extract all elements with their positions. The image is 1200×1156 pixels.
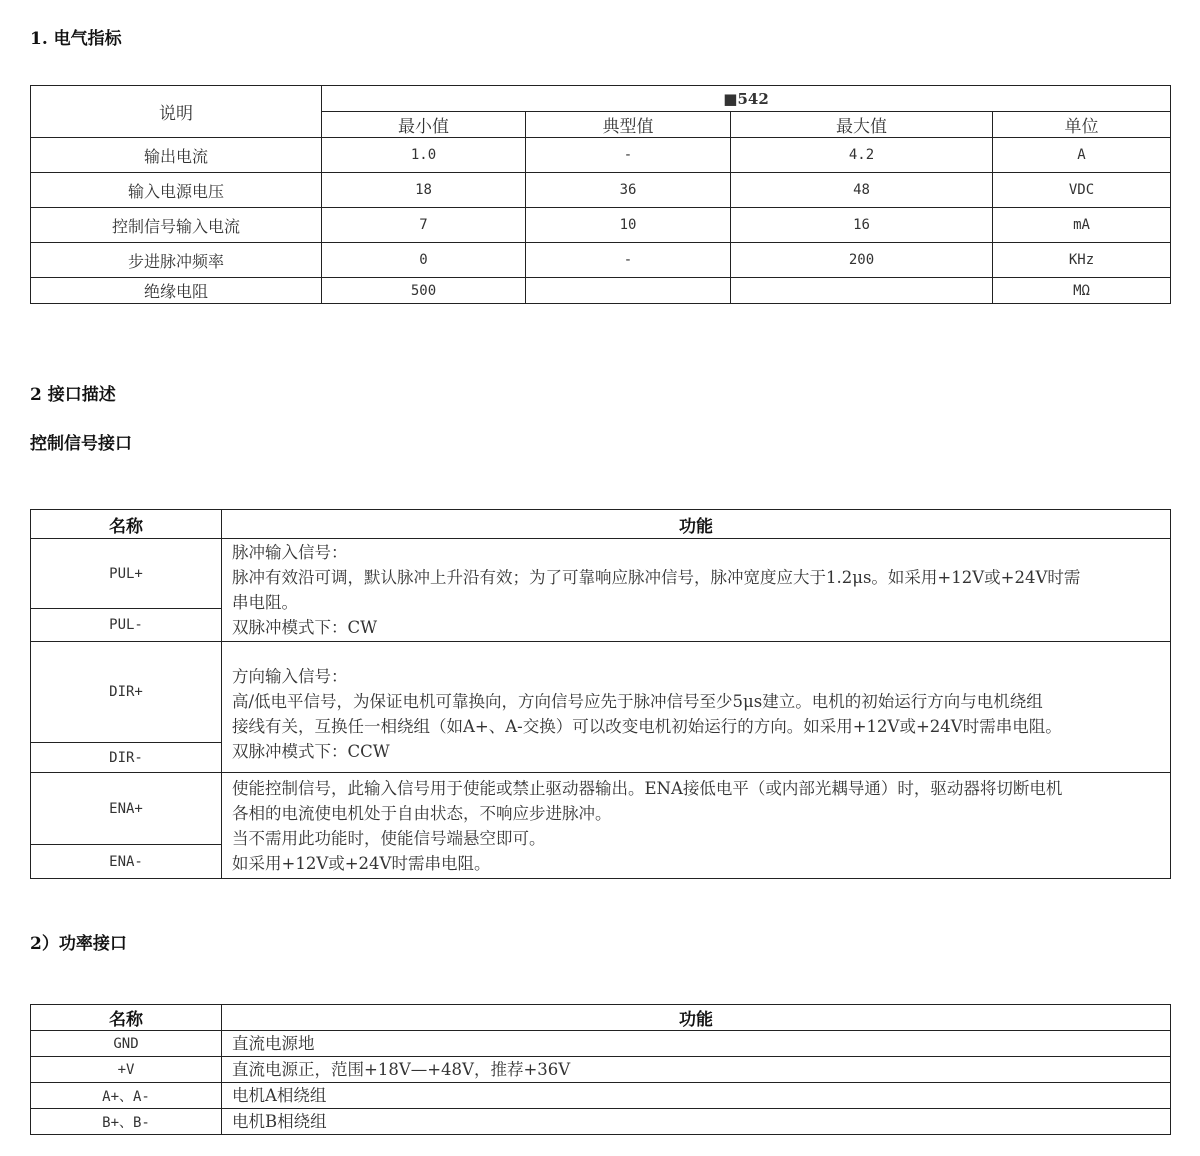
signal-name: ENA+ <box>31 773 222 845</box>
spec-unit: A <box>993 138 1171 173</box>
pin-name: B+、B- <box>31 1109 222 1135</box>
table-row <box>31 1031 1171 1057</box>
table-row <box>31 1109 1171 1135</box>
spec-min: 500 <box>322 278 526 304</box>
signal-description: 脉冲输入信号： 脉冲有效沿可调，默认脉冲上升沿有效；为了可靠响应脉冲信号，脉冲宽度应大于1.2μs。如采用+12V或+24V时需 串电阻。 双脉冲模式下：CW <box>222 539 1171 642</box>
pin-name: +V <box>31 1057 222 1083</box>
control-signal-table <box>30 509 1171 879</box>
signal-name: PUL+ <box>31 539 222 609</box>
spec-col-header: 典型值 <box>526 112 731 138</box>
table-row <box>31 642 1171 743</box>
power-interface-table <box>30 1004 1171 1135</box>
spec-table <box>30 85 1171 304</box>
table-row <box>31 278 1171 304</box>
spec-label: 输出电流 <box>31 138 322 173</box>
pin-function: 电机B相绕组 <box>222 1109 1171 1135</box>
spec-label: 输入电源电压 <box>31 173 322 208</box>
spec-label: 绝缘电阻 <box>31 278 322 304</box>
signal-description: 方向输入信号： 高/低电平信号，为保证电机可靠换向，方向信号应先于脉冲信号至少5μs建立。电机的初始运行方向与电机绕组 接线有关，互换任一相绕组（如A+、A-交换）可以改变电机初始运行的方向。如采用+12V或+24V时需串电阻。 双脉冲模式下：CCW <box>222 642 1171 773</box>
table-row <box>31 773 1171 845</box>
spec-typ: - <box>526 138 731 173</box>
spec-unit: VDC <box>993 173 1171 208</box>
function-header: 功能 <box>222 510 1171 539</box>
function-header: 功能 <box>222 1005 1171 1031</box>
spec-col-header: 单位 <box>993 112 1171 138</box>
name-header: 名称 <box>31 1005 222 1031</box>
table-row <box>31 539 1171 609</box>
pin-name: GND <box>31 1031 222 1057</box>
spec-label: 步进脉冲频率 <box>31 243 322 278</box>
section-title-power-interface: 2）功率接口 <box>30 934 127 954</box>
spec-typ: - <box>526 243 731 278</box>
signal-name: PUL- <box>31 609 222 642</box>
spec-max <box>731 278 993 304</box>
spec-unit: MΩ <box>993 278 1171 304</box>
spec-min: 18 <box>322 173 526 208</box>
spec-col-header: 最小值 <box>322 112 526 138</box>
table-row <box>31 1083 1171 1109</box>
spec-desc-header: 说明 <box>31 86 322 138</box>
table-row <box>31 1057 1171 1083</box>
spec-typ: 36 <box>526 173 731 208</box>
pin-function: 直流电源地 <box>222 1031 1171 1057</box>
spec-col-header: 最大值 <box>731 112 993 138</box>
signal-name: ENA- <box>31 845 222 879</box>
pin-function: 电机A相绕组 <box>222 1083 1171 1109</box>
signal-description: 使能控制信号，此输入信号用于使能或禁止驱动器输出。ENA接低电平（或内部光耦导通）时，驱动器将切断电机 各相的电流使电机处于自由状态，不响应步进脉冲。 当不需用此功能时，使能信号端悬空即可。 如采用+12V或+24V时需串电阻。 <box>222 773 1171 879</box>
name-header: 名称 <box>31 510 222 539</box>
spec-typ <box>526 278 731 304</box>
spec-model-header: ■542 <box>322 86 1171 112</box>
pin-function: 直流电源正，范围+18V—+48V，推荐+36V <box>222 1057 1171 1083</box>
spec-max: 16 <box>731 208 993 243</box>
spec-min: 1.0 <box>322 138 526 173</box>
table-row <box>31 243 1171 278</box>
section-title-control-signal: 控制信号接口 <box>30 434 132 454</box>
table-row <box>31 173 1171 208</box>
spec-label: 控制信号输入电流 <box>31 208 322 243</box>
spec-min: 0 <box>322 243 526 278</box>
signal-name: DIR+ <box>31 642 222 743</box>
signal-name: DIR- <box>31 743 222 773</box>
table-row <box>31 138 1171 173</box>
spec-unit: mA <box>993 208 1171 243</box>
table-row <box>31 208 1171 243</box>
spec-min: 7 <box>322 208 526 243</box>
spec-max: 4.2 <box>731 138 993 173</box>
section-title-electrical: 1. 电气指标 <box>30 29 122 49</box>
spec-typ: 10 <box>526 208 731 243</box>
pin-name: A+、A- <box>31 1083 222 1109</box>
spec-max: 200 <box>731 243 993 278</box>
section-title-interface: 2 接口描述 <box>30 385 116 405</box>
spec-unit: KHz <box>993 243 1171 278</box>
spec-max: 48 <box>731 173 993 208</box>
